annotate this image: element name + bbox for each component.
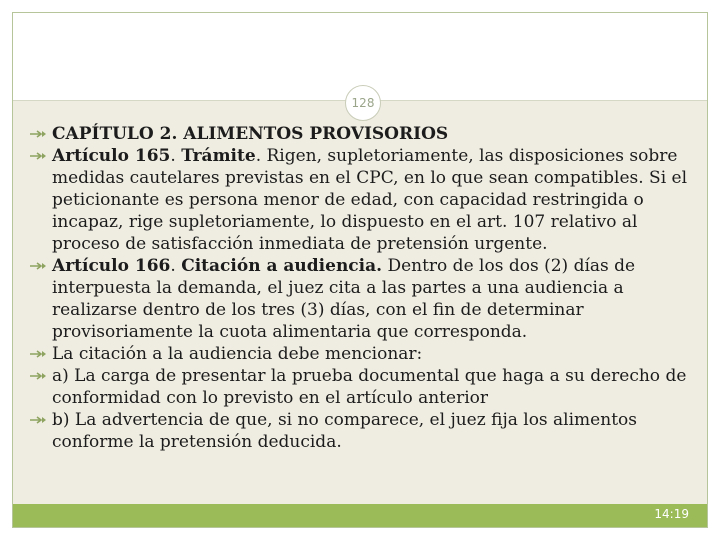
article-text: . Rigen, supletoriamente, las disposiciones sobre medidas cautelares previstas en el CPC, en lo que sean compatibles. Si el peticionante es persona menor de edad, con capacidad restringida o incapaz, rige supletoriamente, lo dispuesto en el art. 107 relativo al proceso de satisfacción inmediata de pretensión urgente. xyxy=(52,146,688,254)
page-number: 128 xyxy=(351,96,375,110)
article-number: Artículo 166 xyxy=(52,256,171,276)
article-heading: Citación a audiencia. xyxy=(181,256,383,276)
article-number: Artículo 165 xyxy=(52,146,171,166)
bullet-text: a) La carga de presentar la prueba documental que haga a su derecho de conformidad con lo previsto en el artículo anterior xyxy=(52,366,687,408)
article-separator: . xyxy=(170,146,182,166)
arrow-bullet-icon xyxy=(29,123,49,145)
bullet-item-article-166 xyxy=(29,255,695,343)
bullet-item-citation xyxy=(29,343,695,365)
bullet-item-a xyxy=(29,365,695,409)
slide-footer xyxy=(13,504,707,527)
chapter-title: CAPÍTULO 2. ALIMENTOS PROVISORIOS xyxy=(52,124,449,144)
slide xyxy=(12,12,708,528)
bullet-text: b) La advertencia de que, si no comparece, el juez fija los alimentos conforme la pretensión deducida. xyxy=(52,410,637,452)
article-heading: Trámite xyxy=(181,146,256,166)
bullet-item-b xyxy=(29,409,695,453)
article-text: Dentro de los dos (2) días de interpuesta la demanda, el juez cita a las partes a una audiencia a realizarse dentro de los tres (3) días, con el fin de determinar provisoriamente la cuota alimentaria que corresponda. xyxy=(52,256,636,342)
bullet-text: La citación a la audiencia debe mencionar: xyxy=(52,344,423,364)
arrow-bullet-icon xyxy=(29,409,49,431)
article-separator: . xyxy=(170,256,182,276)
page-number-badge xyxy=(345,85,381,121)
arrow-bullet-icon xyxy=(29,343,49,365)
slide-time: 14:19 xyxy=(654,507,689,521)
arrow-bullet-icon xyxy=(29,145,49,167)
arrow-bullet-icon xyxy=(29,255,49,277)
slide-content xyxy=(29,123,695,453)
bullet-item-article-165 xyxy=(29,145,695,255)
bullet-item-chapter xyxy=(29,123,695,145)
arrow-bullet-icon xyxy=(29,365,49,387)
